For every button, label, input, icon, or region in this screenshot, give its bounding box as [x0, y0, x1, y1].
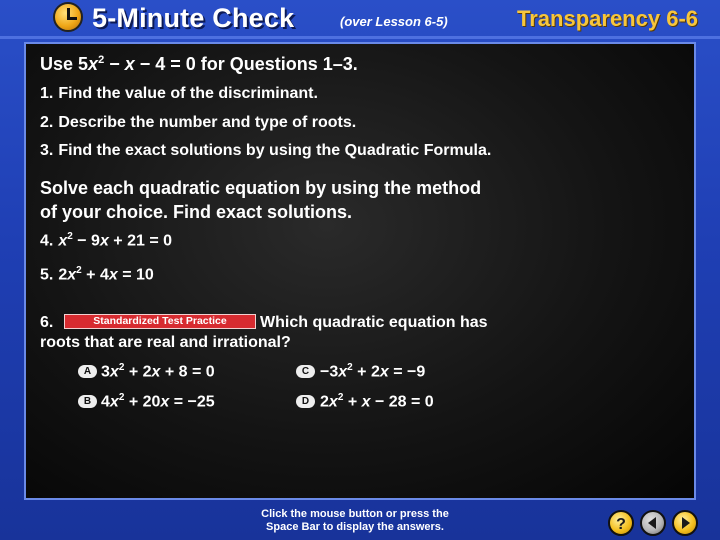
choice-d-tail: − 28 = 0: [370, 393, 434, 411]
choice-c-bubble[interactable]: C: [296, 365, 315, 378]
choice-a-mid: + 2: [124, 363, 152, 381]
intro-lead: Use 5: [40, 54, 89, 74]
intro-text: [40, 54, 358, 75]
choice-d-bubble[interactable]: D: [296, 395, 315, 408]
choice-a-exp: 2: [118, 362, 125, 373]
choice-b-bubble[interactable]: B: [78, 395, 97, 408]
question-4: [40, 231, 172, 250]
question-3-text: Find the exact solutions by using the Quadratic Formula.: [58, 142, 492, 159]
choice-d-exp: 2: [337, 392, 344, 403]
intro-mid: −: [104, 54, 125, 74]
choice-c-var: x: [338, 363, 348, 381]
next-button[interactable]: [672, 510, 698, 536]
intro-var2: x: [124, 54, 135, 74]
choice-d-mid: +: [343, 393, 362, 411]
intro-tail: − 4 = 0 for Questions 1–3.: [134, 54, 358, 74]
choice-b-tail: = −25: [169, 393, 215, 411]
choice-b-lead: 4: [101, 393, 110, 411]
question-4-var2: x: [99, 232, 109, 250]
page-title: 5-Minute Check: [92, 3, 295, 33]
question-2: [40, 114, 356, 132]
intro-exp: 2: [98, 54, 105, 66]
choice-a-tail: + 8 = 0: [160, 363, 215, 381]
choice-c-text[interactable]: [320, 362, 425, 381]
choice-a-text[interactable]: [101, 362, 215, 381]
footer-instructions: [230, 508, 480, 534]
header-divider: [0, 36, 720, 39]
question-6-line1: Which quadratic equation has: [260, 314, 488, 331]
choice-a-var: x: [109, 363, 119, 381]
question-5: [40, 265, 154, 284]
question-6-line2: roots that are real and irrational?: [40, 334, 291, 351]
question-5-tail: = 10: [117, 266, 154, 284]
choice-d-var: x: [328, 393, 338, 411]
choice-c-tail: = −9: [388, 363, 426, 381]
section-heading-line1: Solve each quadratic equation by using the method: [40, 178, 482, 198]
question-mark-icon: [610, 512, 632, 534]
standardized-test-badge: Standardized Test Practice: [64, 314, 256, 329]
choice-d-text[interactable]: [320, 392, 434, 411]
question-4-tail: + 21 = 0: [108, 232, 173, 250]
choice-c-exp: 2: [347, 362, 353, 373]
clock-icon: [53, 2, 83, 32]
question-4-exp: 2: [67, 231, 73, 242]
choice-b-exp: 2: [118, 392, 125, 403]
question-5-number: 5.: [40, 266, 54, 284]
choice-a-bubble[interactable]: A: [78, 365, 97, 378]
question-3: [40, 142, 491, 160]
choice-b-mid: + 20: [124, 393, 161, 411]
intro-var: x: [88, 54, 99, 74]
choice-b-text[interactable]: [101, 392, 215, 411]
question-1-number: 1.: [40, 85, 54, 102]
question-6-number: 6.: [40, 314, 54, 331]
arrow-right-icon: [674, 512, 696, 534]
choice-b-var: x: [109, 393, 119, 411]
question-4-mid: − 9: [72, 232, 100, 250]
arrow-left-icon: [642, 512, 664, 534]
question-4-var: x: [58, 232, 68, 250]
choice-c-lead: −3: [320, 363, 339, 381]
question-5-exp: 2: [76, 265, 82, 276]
transparency-label: Transparency 6-6: [517, 6, 698, 31]
question-1-text: Find the value of the discriminant.: [58, 85, 318, 102]
choice-c-mid: + 2: [352, 363, 380, 381]
help-button[interactable]: [608, 510, 634, 536]
footer-line-2: Space Bar to display the answers.: [266, 521, 444, 533]
choice-a-lead: 3: [101, 363, 110, 381]
choice-d-lead: 2: [320, 393, 329, 411]
question-4-number: 4.: [40, 232, 54, 250]
previous-button[interactable]: [640, 510, 666, 536]
footer-line-1: Click the mouse button or press the: [261, 508, 449, 520]
question-5-lead: 2: [58, 266, 68, 284]
svg-text:?: ?: [616, 516, 626, 533]
question-3-number: 3.: [40, 142, 54, 159]
choice-d-var2: x: [361, 393, 371, 411]
section-heading-line2: of your choice. Find exact solutions.: [40, 202, 353, 222]
question-5-var2: x: [108, 266, 118, 284]
lesson-subtitle: (over Lesson 6-5): [340, 14, 448, 29]
header-bar: [0, 0, 720, 42]
question-1: [40, 85, 318, 103]
question-2-number: 2.: [40, 114, 54, 131]
choice-c-var2: x: [379, 363, 389, 381]
question-5-var: x: [67, 266, 77, 284]
content-panel: [24, 42, 696, 500]
question-2-text: Describe the number and type of roots.: [58, 114, 357, 131]
choice-a-var2: x: [151, 363, 161, 381]
choice-b-var2: x: [160, 393, 170, 411]
question-5-mid: + 4: [81, 266, 109, 284]
